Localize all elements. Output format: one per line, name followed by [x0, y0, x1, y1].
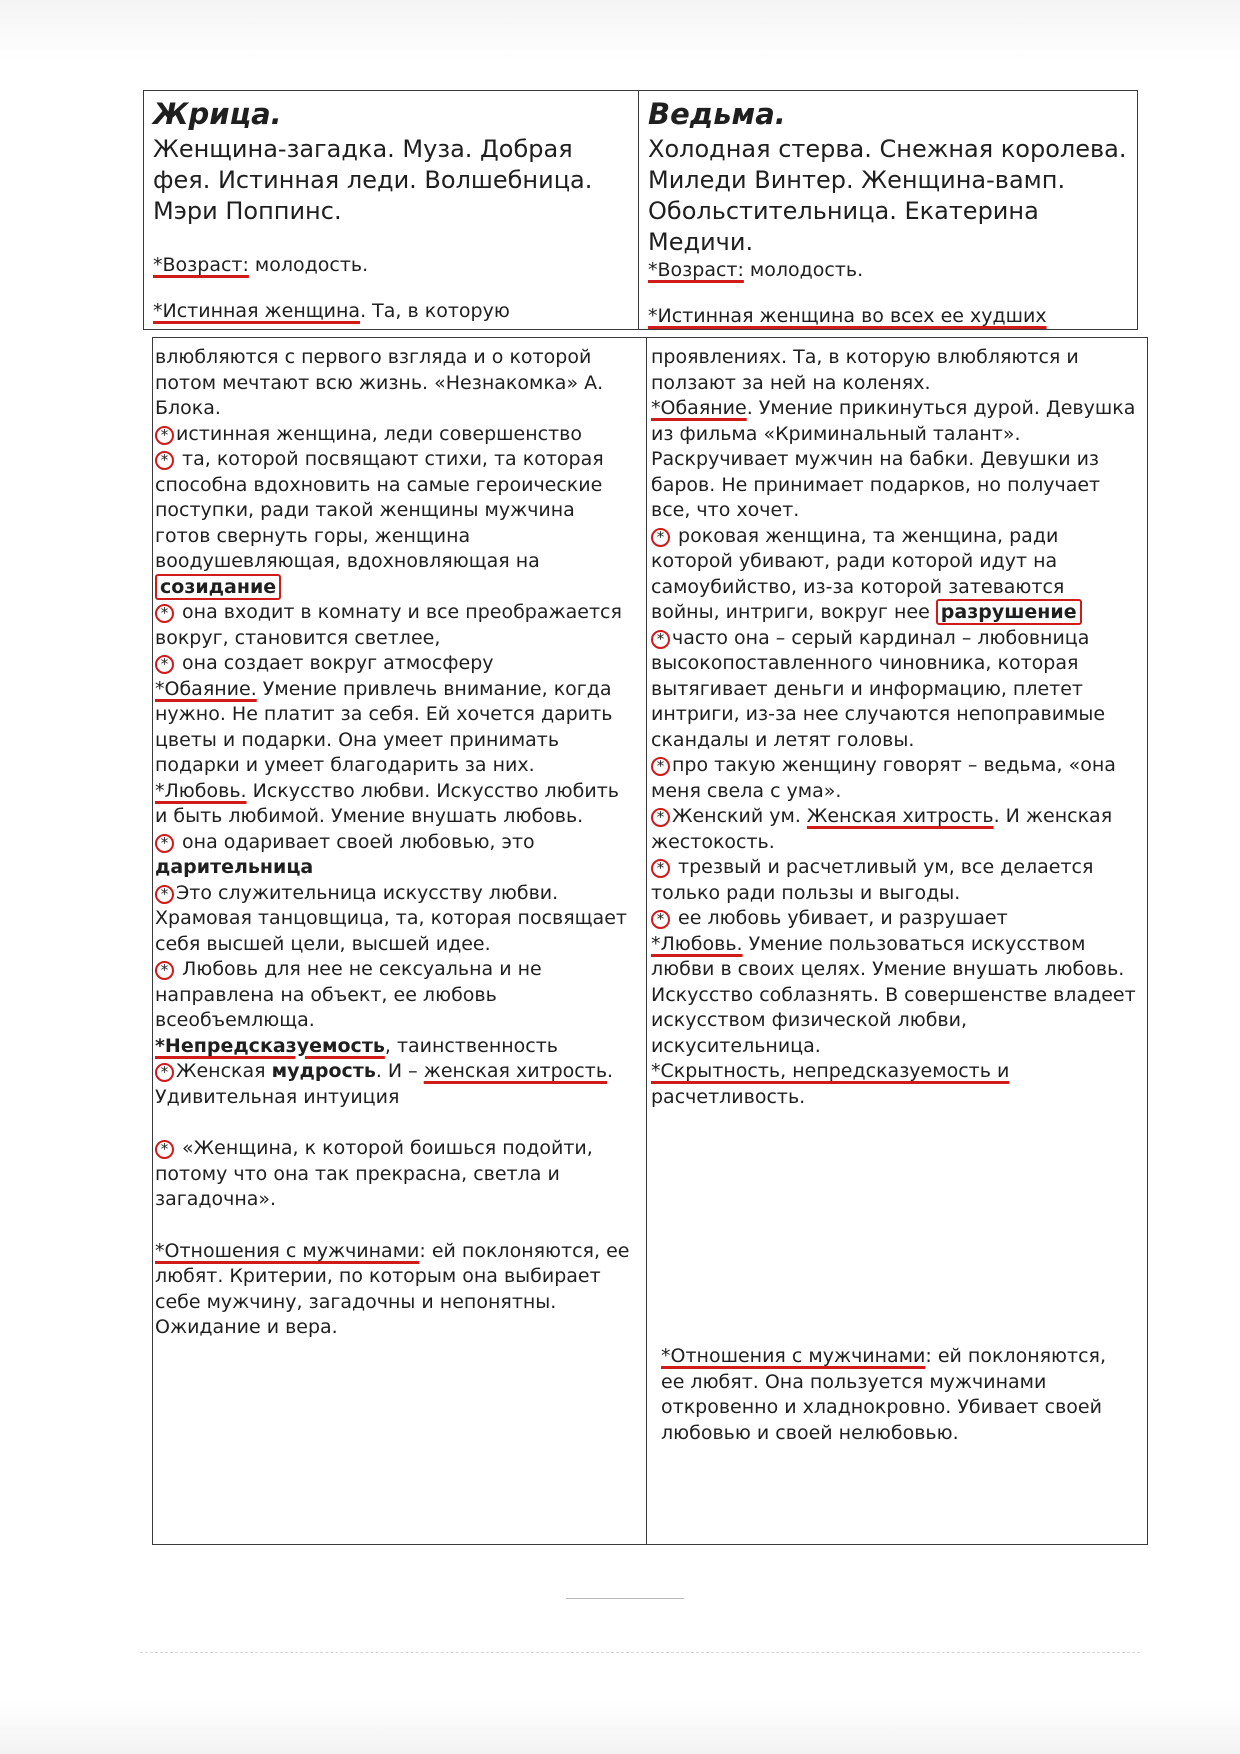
left-item: * та, которой посвящают стихи, та которая способна вдохновить на самые героические поступки, ради такой женщины мужчина готов свернуть горы, женщина воодушевляющая, вдохновляющая на созидание: [155, 448, 604, 598]
right-love: *Любовь. Умение пользоваться искусством любви в своих целях. Умение внушать любовь. Искусство соблазнять. В совершенстве владеет искусством физической любви, искусительница.: [651, 932, 1136, 1057]
asterisk-mark-icon: *: [155, 604, 174, 623]
right-description: Холодная стерва. Снежная королева. Миледи Винтер. Женщина-вамп. Обольстительница. Екатерина Медичи.: [648, 135, 1127, 256]
scan-line: [140, 1652, 1140, 1653]
right-relations-cell: [661, 1344, 1131, 1446]
right-p1: проявлениях. Та, в которую влюбляются и ползают за ней на коленях.: [651, 346, 1079, 394]
right-item: * часто она – серый кардинал – любовница высокопоставленного чиновника, которая вытягивает деньги и информацию, плетет интриги, из-за нее случаются непоправимые скандалы и летят головы.: [651, 626, 1106, 751]
left-item: * истинная женщина, леди совершенство: [155, 422, 633, 448]
left-p1: влюбляются с первого взгляда и о которой потом мечтают всю жизнь. «Незнакомка» А. Блока.: [155, 346, 604, 419]
right-age-label: *Возраст:: [648, 259, 744, 281]
left-true-woman: [153, 299, 631, 323]
asterisk-mark-icon: *: [155, 655, 174, 674]
asterisk-mark-icon: *: [155, 961, 174, 980]
body-column-divider: [646, 337, 647, 1545]
asterisk-mark-icon: *: [651, 630, 670, 649]
right-item: * роковая женщина, та женщина, ради которой убивают, ради которой идут на самоубийство, из-за которой затеваются войны, интриги, вокруг нее разрушение: [651, 524, 1137, 626]
left-title: Жрица.: [153, 97, 282, 131]
body-left-cell: [155, 345, 633, 1341]
header-left-cell: [153, 98, 631, 323]
scan-line: [566, 1598, 684, 1599]
right-relations: *Отношения с мужчинами: ей поклоняются, ее любят. Она пользуется мужчинами откровенно и хладнокровно. Убивает своей любовью и своей нелюбовью.: [661, 1345, 1107, 1444]
asterisk-mark-icon: *: [155, 426, 174, 445]
creation-word: созидание: [155, 574, 281, 600]
body-right-cell: [651, 345, 1137, 1110]
asterisk-mark-icon: *: [651, 757, 670, 776]
header-column-divider: [638, 90, 639, 330]
left-love: *Любовь. Искусство любви. Искусство любить и быть любимой. Умение внушать любовь.: [155, 779, 619, 827]
right-item: * ее любовь убивает, и разрушает: [651, 906, 1137, 932]
asterisk-mark-icon: *: [155, 885, 174, 904]
left-age-label: *Возраст:: [153, 254, 249, 276]
left-age: [153, 253, 631, 277]
left-unpredictability: *Непредсказуемость, таинственность: [155, 1034, 559, 1057]
left-item: * она входит в комнату и все преображается вокруг, становится светлее,: [155, 601, 622, 649]
right-item: * трезвый и расчетливый ум, все делается только ради пользы и выгоды.: [651, 856, 1094, 904]
right-secrecy: *Скрытность, непредсказуемость и: [651, 1060, 1010, 1082]
left-item: * «Женщина, к которой боишься подойти, потому что она так прекрасна, светла и загадочна».: [155, 1137, 593, 1210]
left-relations: *Отношения с мужчинами: ей поклоняются, ее любят. Критерии, по которым она выбирает себе мужчину, загадочны и непонятны.: [155, 1239, 630, 1313]
right-item: * про такую женщину говорят – ведьма, «она меня свела с ума».: [651, 754, 1116, 802]
left-item: * Любовь для нее не сексуальна и не направлена на объект, ее любовь всеобъемлюща.: [155, 958, 542, 1031]
left-description: Женщина-загадка. Муза. Добрая фея. Истинная леди. Волшебница. Мэри Поппинс.: [153, 135, 593, 225]
asterisk-mark-icon: *: [651, 859, 670, 878]
left-relations-end: Ожидание и вера.: [155, 1316, 338, 1338]
right-age: [648, 258, 1134, 282]
asterisk-mark-icon: *: [155, 1063, 174, 1082]
right-secrecy-text: расчетливость.: [651, 1085, 806, 1108]
left-item: * она создает вокруг атмосферу: [155, 651, 633, 677]
asterisk-mark-icon: *: [651, 808, 670, 827]
asterisk-mark-icon: *: [155, 834, 174, 853]
right-title: Ведьма.: [648, 97, 786, 131]
right-charm: *Обаяние. Умение прикинуться дурой. Девушка из фильма «Криминальный талант». Раскручивает мужчин на бабки. Девушки из баров. Не принимает подарков, но получает все, что хочет.: [651, 397, 1136, 521]
right-true-label: *Истинная женщина во всех ее худших: [648, 305, 1047, 327]
destruction-word: разрушение: [936, 599, 1082, 625]
left-item: * Это служительница искусству любви. Храмовая танцовщица, та, которая посвящает себя высшей цели, высшей идее.: [155, 881, 627, 955]
asterisk-mark-icon: *: [155, 1140, 174, 1159]
left-age-value: молодость.: [248, 254, 369, 276]
left-item: * Женская мудрость. И – женская хитрость. Удивительная интуиция: [155, 1060, 614, 1108]
left-true-value: . Та, в которую: [360, 300, 510, 322]
asterisk-mark-icon: *: [155, 451, 174, 470]
asterisk-mark-icon: *: [651, 528, 670, 547]
header-right-cell: [648, 98, 1134, 328]
left-true-label: *Истинная женщина: [153, 300, 361, 322]
left-item: * она одаривает своей любовью, это дарительница: [155, 830, 535, 878]
right-true-woman: [648, 304, 1134, 328]
left-charm: *Обаяние. Умение привлечь внимание, когда нужно. Не платит за себя. Ей хочется дарить цветы и подарки. Она умеет принимать подарки и умеет благодарить за них.: [155, 677, 613, 776]
right-age-value: молодость.: [743, 259, 864, 281]
asterisk-mark-icon: *: [651, 910, 670, 929]
right-item: * Женский ум. Женская хитрость. И женская жестокость.: [651, 805, 1113, 853]
